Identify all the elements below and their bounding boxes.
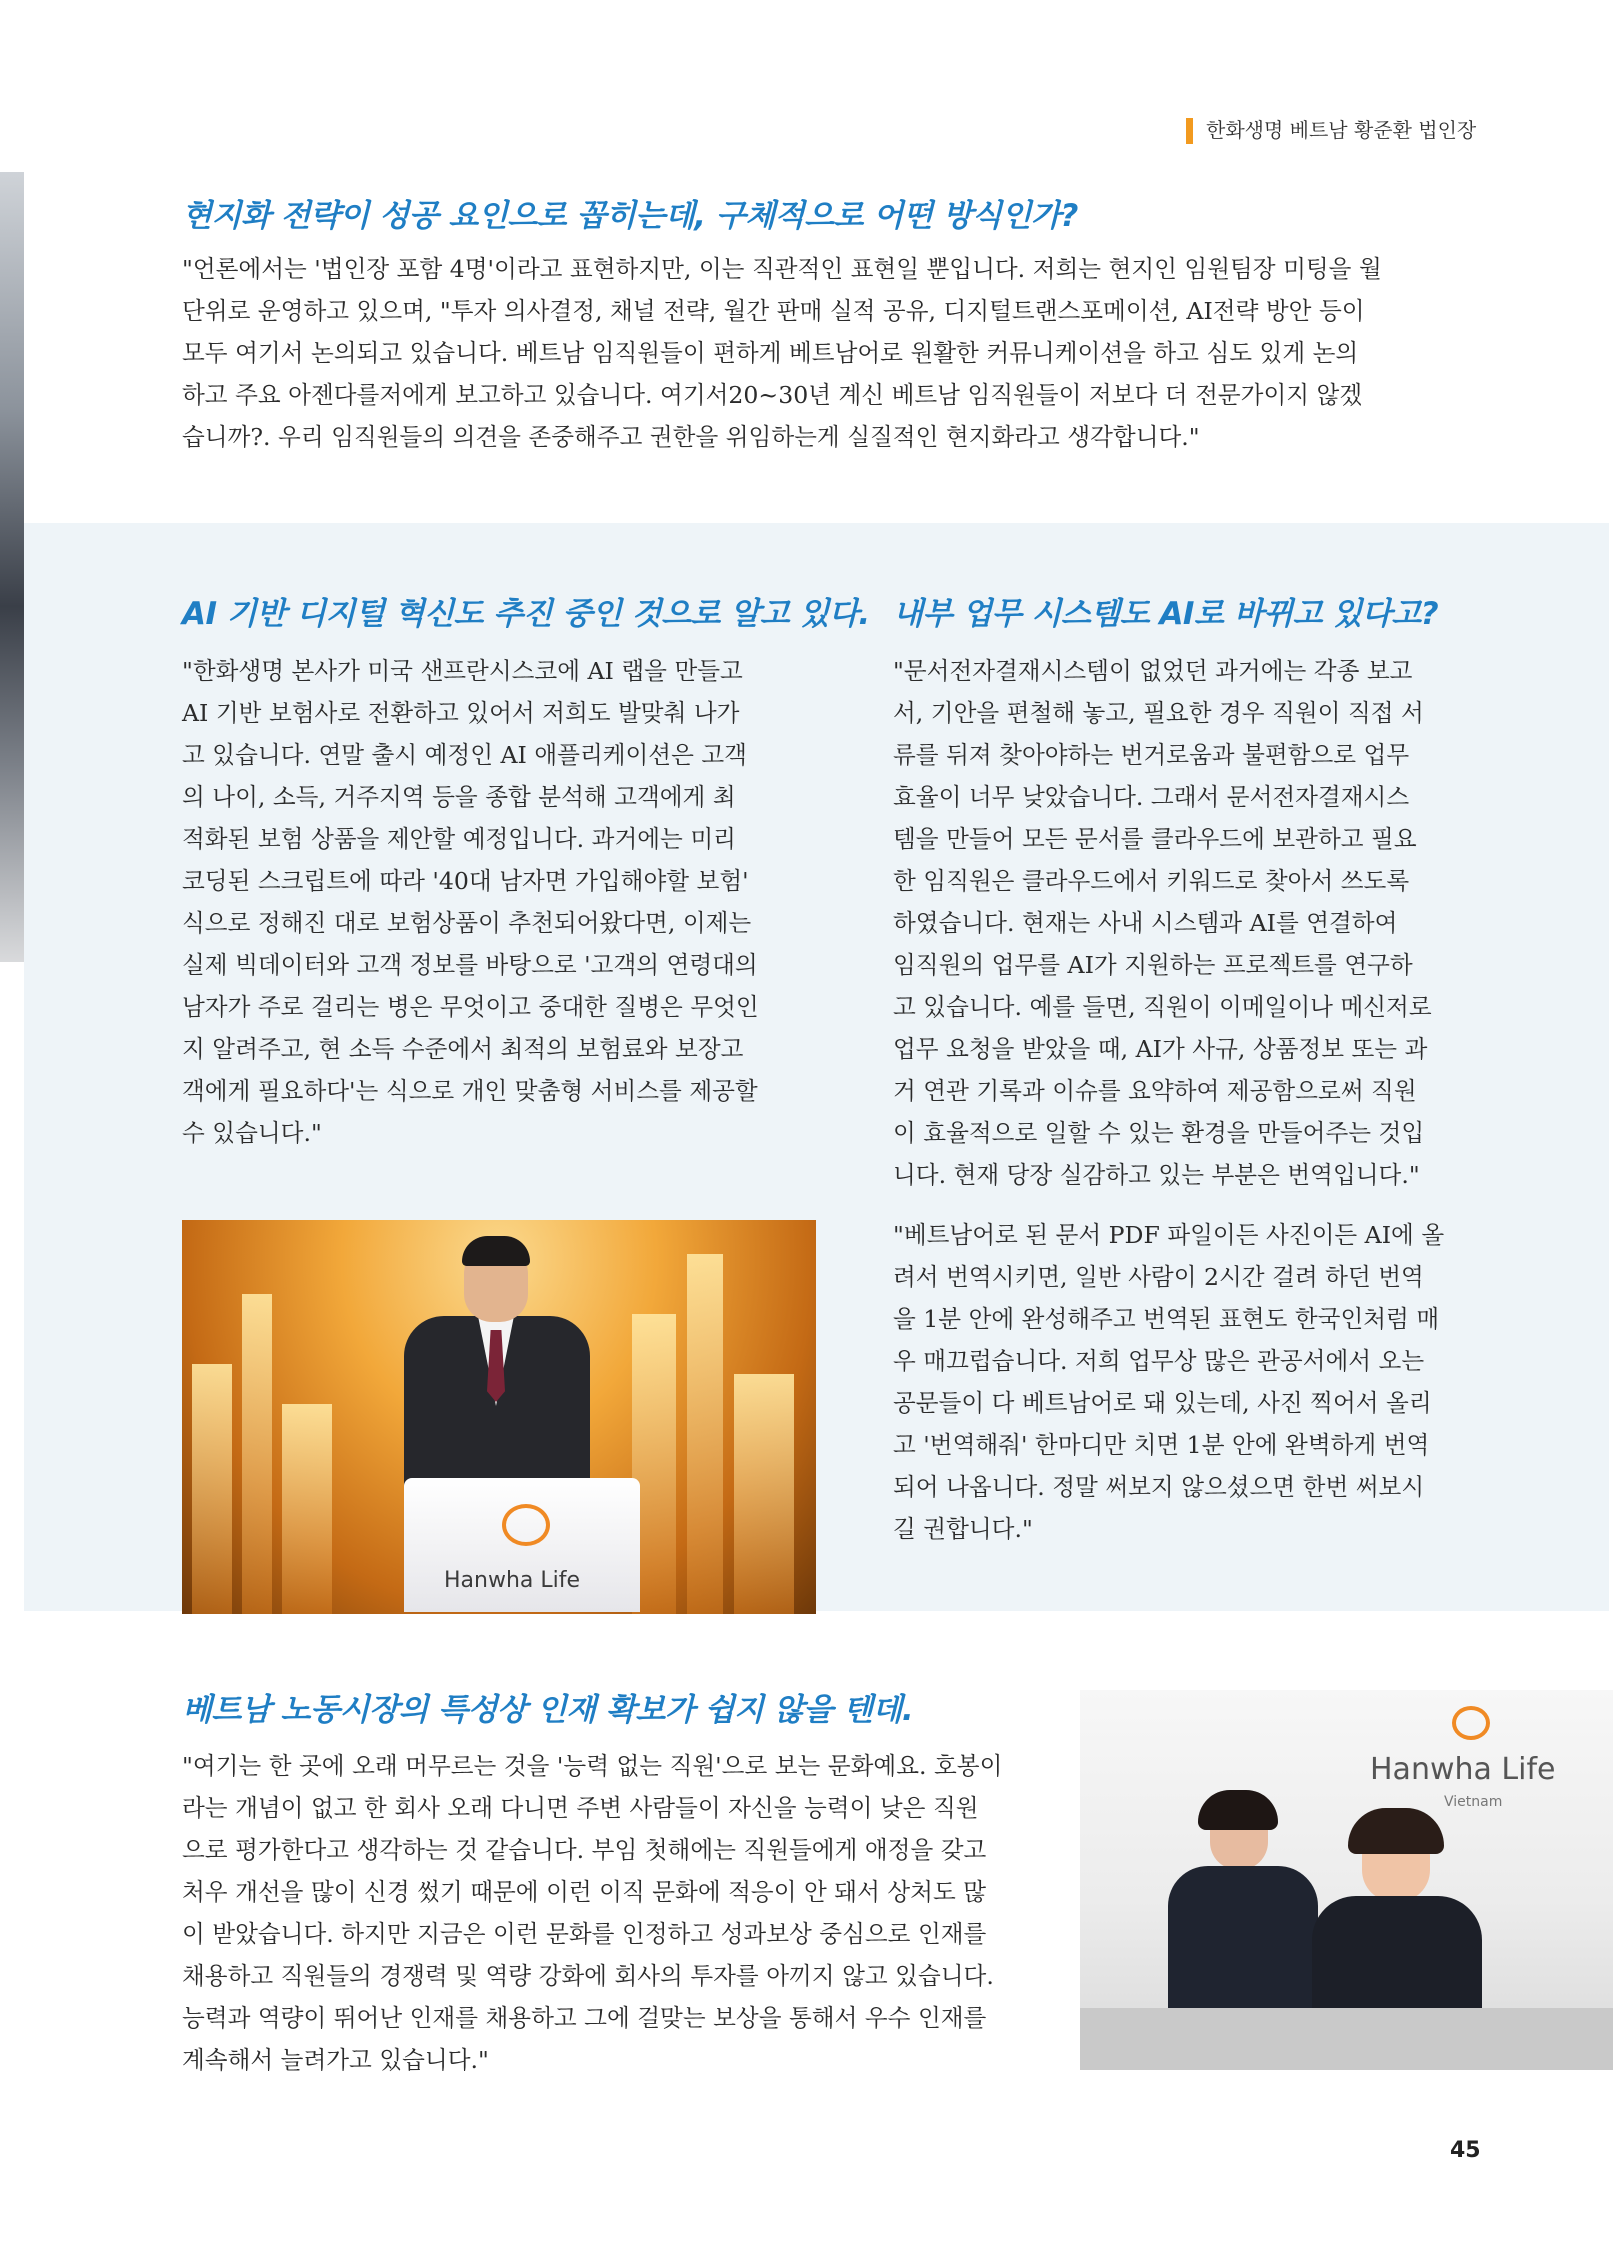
text-line: 이 받았습니다. 하지만 지금은 이런 문화를 인정하고 성과보상 중심으로 인재를 [182,1920,987,1948]
text-line: "한화생명 본사가 미국 샌프란시스코에 AI 랩을 만들고 [182,657,743,685]
text-line: 고 있습니다. 예를 들면, 직원이 이메일이나 메신저로 [893,993,1432,1021]
section4-heading: 베트남 노동시장의 특성상 인재 확보가 쉽지 않을 텐데. [182,1692,914,1728]
text-line: 효율이 너무 낮았습니다. 그래서 문서전자결재시스 [893,783,1410,811]
hanwha-logo-icon [1452,1706,1490,1740]
text-line: "언론에서는 '법인장 포함 4명'이라고 표현하지만, 이는 직관적인 표현일 뿐입니다. 저희는 현지인 임원팀장 미팅을 월 [182,255,1382,283]
text-line: 실제 빅데이터와 고객 정보를 바탕으로 '고객의 연령대의 [182,951,758,979]
office-logo-text: Hanwha Life [1370,1752,1556,1787]
text-line: 고 있습니다. 연말 출시 예정인 AI 애플리케이션은 고객 [182,741,747,769]
text-line: 임직원의 업무를 AI가 지원하는 프로젝트를 연구하 [893,951,1413,979]
text-line: 이 효율적으로 일할 수 있는 환경을 만들어주는 것입 [893,1119,1425,1147]
text-line: AI 기반 보험사로 전환하고 있어서 저희도 발맞춰 나가 [182,699,740,727]
text-line: 업무 요청을 받았을 때, AI가 사규, 상품정보 또는 과 [893,1035,1428,1063]
hanwha-logo-icon [502,1504,550,1546]
section2-heading: AI 기반 디지털 혁신도 추진 중인 것으로 알고 있다. [182,596,870,632]
text-line: 습니까?. 우리 임직원들의 의견을 존중해주고 권한을 위임하는게 실질적인 현지화라고 생각합니다." [182,423,1200,451]
text-line: 길 권합니다." [893,1515,1033,1543]
text-line: 코딩된 스크립트에 따라 '40대 남자면 가입해야할 보험' [182,867,749,895]
section1-heading: 현지화 전략이 성공 요인으로 꼽히는데, 구체적으로 어떤 방식인가? [182,198,1078,234]
text-line: 고 '번역해줘' 한마디만 치면 1분 안에 완벽하게 번역 [893,1431,1430,1459]
text-line: 남자가 주로 걸리는 병은 무엇이고 중대한 질병은 무엇인 [182,993,759,1021]
office-staff-photo [1080,1690,1613,2070]
text-line: 템을 만들어 모든 문서를 클라우드에 보관하고 필요 [893,825,1417,853]
text-line: "문서전자결재시스템이 없었던 과거에는 각종 보고 [893,657,1413,685]
podium [404,1478,640,1612]
section4-body [182,1745,1039,2081]
text-line: 식으로 정해진 대로 보험상품이 추천되어왔다면, 이제는 [182,909,752,937]
section3-heading: 내부 업무 시스템도 AI로 바뀌고 있다고? [893,596,1439,632]
text-line: "베트남어로 된 문서 PDF 파일이든 사진이든 AI에 올 [893,1221,1445,1249]
text-line: 처우 개선을 많이 신경 썼기 때문에 이런 이직 문화에 적응이 안 돼서 상처도 많 [182,1878,987,1906]
stage-speech-photo [182,1220,816,1614]
text-line: 서, 기안을 편철해 놓고, 필요한 경우 직원이 직접 서 [893,699,1424,727]
podium-logo-text: Hanwha Life [444,1568,581,1593]
text-line: 우 매끄럽습니다. 저희 업무상 많은 관공서에서 오는 [893,1347,1425,1375]
text-line: 니다. 현재 당장 실감하고 있는 부분은 번역입니다." [893,1161,1420,1189]
text-line: 되어 나옵니다. 정말 써보지 않으셨으면 한번 써보시 [893,1473,1425,1501]
page-number: 45 [1450,2138,1481,2163]
running-header: 한화생명 베트남 황준환 법인장 [1206,118,1477,142]
text-line: "여기는 한 곳에 오래 머무르는 것을 '능력 없는 직원'으로 보는 문화예요. 호봉이 [182,1752,1003,1780]
header-accent-bar [1186,118,1193,144]
text-line: 객에게 필요하다'는 식으로 개인 맞춤형 서비스를 제공할 [182,1077,758,1105]
text-line: 적화된 보험 상품을 제안할 예정입니다. 과거에는 미리 [182,825,736,853]
text-line: 계속해서 늘려가고 있습니다." [182,2046,489,2074]
text-line: 류를 뒤져 찾아야하는 번거로움과 불편함으로 업무 [893,741,1410,769]
text-line: 채용하고 직원들의 경쟁력 및 역량 강화에 회사의 투자를 아끼지 않고 있습니다. [182,1962,994,1990]
text-line: 한 임직원은 클라우드에서 키워드로 찾아서 쓰도록 [893,867,1410,895]
text-line: 의 나이, 소득, 거주지역 등을 종합 분석해 고객에게 최 [182,783,736,811]
text-line: 라는 개념이 없고 한 회사 오래 다니면 주변 사람들이 자신을 능력이 낮은 직원 [182,1794,979,1822]
section1-body [182,248,1482,458]
text-line: 하였습니다. 현재는 사내 시스템과 AI를 연결하여 [893,909,1398,937]
office-logo-sub: Vietnam [1444,1794,1503,1810]
edge-photo-strip [0,172,24,962]
text-line: 수 있습니다." [182,1119,322,1147]
text-line: 모두 여기서 논의되고 있습니다. 베트남 임직원들이 편하게 베트남어로 원활한 커뮤니케이션을 하고 심도 있게 논의 [182,339,1359,367]
text-line: 려서 번역시키면, 일반 사람이 2시간 걸려 하던 번역 [893,1263,1424,1291]
section2-body [182,650,814,1154]
text-line: 단위로 운영하고 있으며, "투자 의사결정, 채널 전략, 월간 판매 실적 공유, 디지털트랜스포메이션, AI전략 방안 등이 [182,297,1365,325]
text-line: 을 1분 안에 완성해주고 번역된 표현도 한국인처럼 매 [893,1305,1440,1333]
text-line: 하고 주요 아젠다를저에게 보고하고 있습니다. 여기서20~30년 계신 베트남 임직원들이 저보다 더 전문가이지 않겠 [182,381,1363,409]
section3-body-para1 [893,650,1483,1196]
text-line: 거 연관 기록과 이슈를 요약하여 제공함으로써 직원 [893,1077,1417,1105]
text-line: 으로 평가한다고 생각하는 것 같습니다. 부임 첫해에는 직원들에게 애정을 갖고 [182,1836,987,1864]
text-line: 지 알려주고, 현 소득 수준에서 최적의 보험료와 보장고 [182,1035,744,1063]
section3-body-para2 [893,1214,1483,1550]
text-line: 능력과 역량이 뛰어난 인재를 채용하고 그에 걸맞는 보상을 통해서 우수 인재를 [182,2004,987,2032]
text-line: 공문들이 다 베트남어로 돼 있는데, 사진 찍어서 올리 [893,1389,1432,1417]
